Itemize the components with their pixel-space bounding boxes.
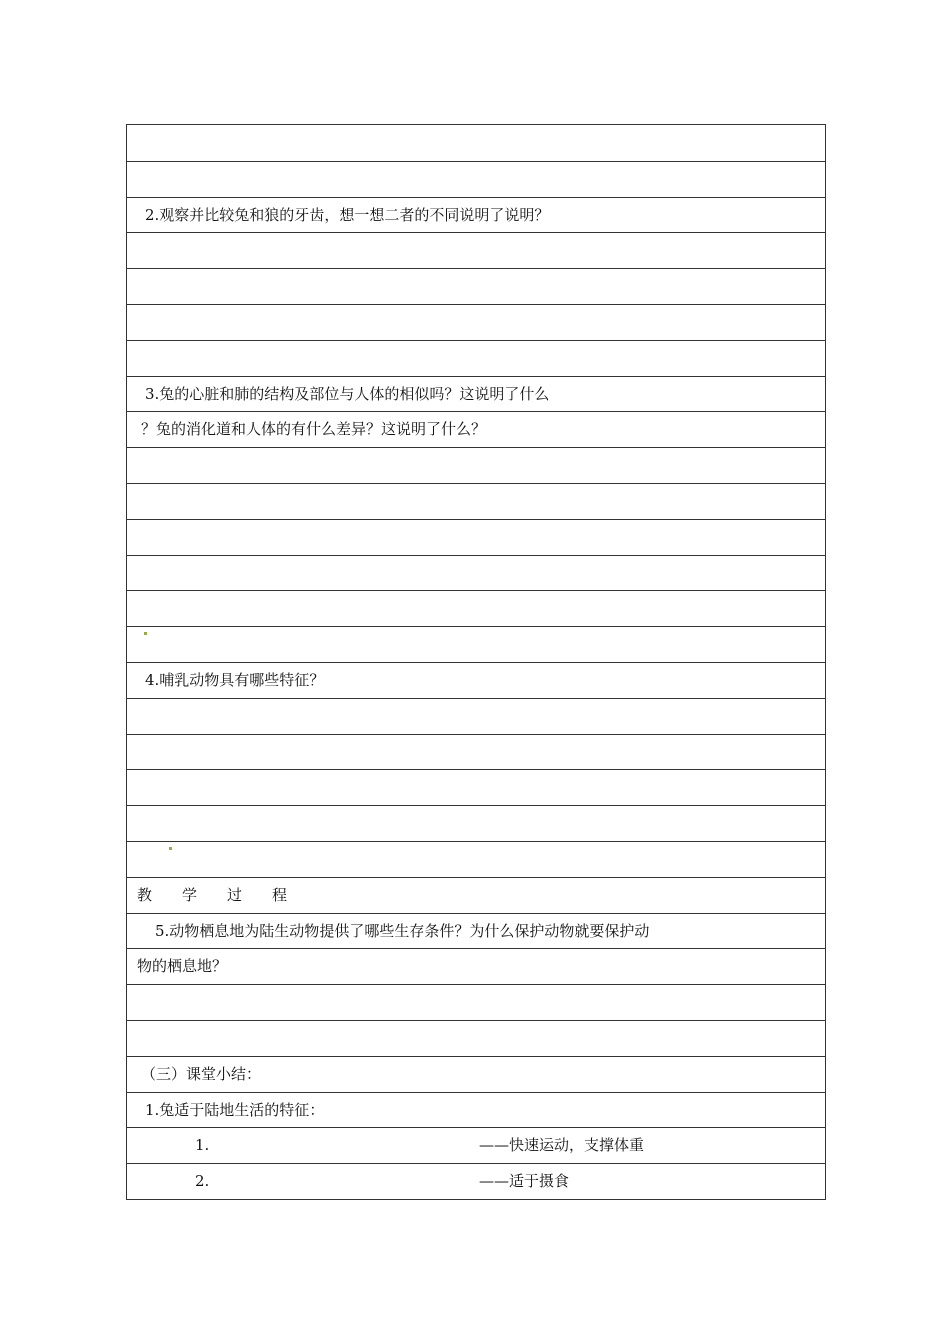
heading-char: 过: [227, 885, 243, 904]
blank-row: [127, 125, 825, 161]
fill-description: ——快速运动，支撑体重: [479, 1136, 645, 1155]
answer-line[interactable]: [127, 447, 825, 483]
summary-heading-row: [127, 1056, 825, 1092]
fill-in-row[interactable]: [127, 1163, 825, 1199]
question-3-row: [127, 376, 825, 412]
fill-number: 1.: [195, 1136, 210, 1155]
fill-number: 2.: [195, 1172, 210, 1191]
speck: [169, 847, 172, 850]
worksheet-table: [126, 124, 826, 1200]
fill-in-row[interactable]: [127, 1127, 825, 1163]
answer-line[interactable]: [127, 519, 825, 555]
answer-line[interactable]: [127, 340, 825, 376]
question-3-continued: ？兔的消化道和人体的有什么差异？这说明了什么？: [141, 420, 487, 439]
summary-item-row: [127, 1092, 825, 1128]
question-5-row: [127, 913, 825, 949]
answer-line[interactable]: [127, 769, 825, 805]
answer-line[interactable]: [127, 268, 825, 304]
answer-line[interactable]: [127, 984, 825, 1020]
answer-line[interactable]: [127, 555, 825, 591]
answer-line[interactable]: [127, 734, 825, 770]
question-5-cont-row: [127, 948, 825, 984]
summary-heading: （三）课堂小结：: [141, 1064, 262, 1083]
teaching-process-heading: [137, 878, 317, 913]
fill-description: ——适于摄食: [479, 1172, 570, 1191]
speck: [144, 632, 147, 635]
blank-row: [127, 161, 825, 197]
heading-char: 教: [137, 885, 153, 904]
heading-char: 程: [272, 885, 288, 904]
answer-line[interactable]: [127, 590, 825, 626]
question-3-cont-row: [127, 411, 825, 447]
question-3: 3.兔的心脏和肺的结构及部位与人体的相似吗？这说明了什么: [145, 384, 550, 403]
question-2-row: [127, 197, 825, 233]
answer-line[interactable]: [127, 805, 825, 841]
section-heading-row: [127, 877, 825, 913]
answer-line[interactable]: [127, 232, 825, 268]
answer-line[interactable]: [127, 841, 825, 877]
summary-item-1: 1.兔适于陆地生活的特征：: [145, 1100, 325, 1119]
question-5: 5.动物栖息地为陆生动物提供了哪些生存条件？为什么保护动物就要保护动: [155, 921, 650, 940]
answer-line[interactable]: [127, 483, 825, 519]
question-5-continued: 物的栖息地？: [137, 957, 228, 976]
heading-char: 学: [182, 885, 198, 904]
question-2: 2.观察并比较兔和狼的牙齿，想一想二者的不同说明了说明？: [145, 205, 550, 224]
question-4: 4.哺乳动物具有哪些特征？: [145, 670, 325, 689]
answer-line[interactable]: [127, 698, 825, 734]
answer-line[interactable]: [127, 1020, 825, 1056]
answer-line[interactable]: [127, 304, 825, 340]
question-4-row: [127, 662, 825, 698]
answer-line[interactable]: [127, 626, 825, 662]
